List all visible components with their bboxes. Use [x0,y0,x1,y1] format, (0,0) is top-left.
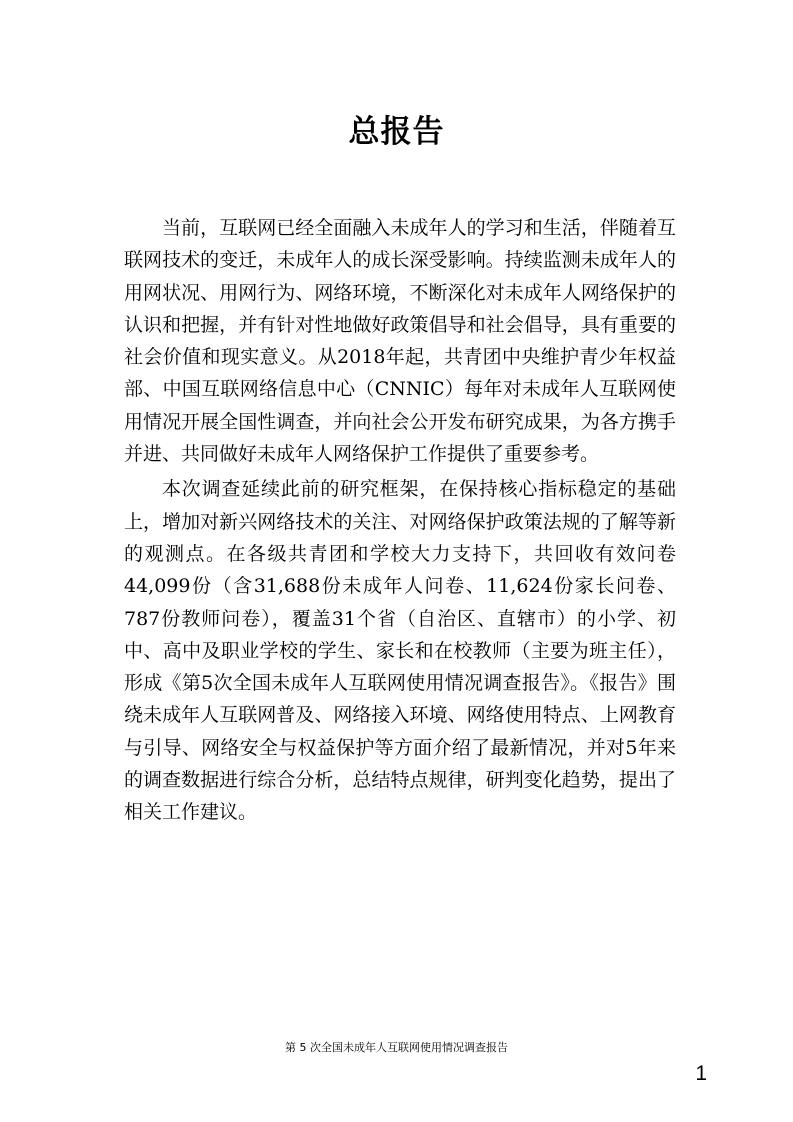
body-text [124,212,676,832]
page-footer: 第 5 次全国未成年人互联网使用情况调查报告 [285,1041,508,1054]
paragraph-intro: 当前，互联网已经全面融入未成年人的学习和生活，伴随着互联网技术的变迁，未成年人的成长深受影响。持续监测未成年人的用网状况、用网行为、网络环境，不断深化对未成年人网络保护的认识和把握，并有针对性地做好政策倡导和社会倡导，具有重要的社会价值和现实意义。从2018年起，共青团中央维护青少年权益部、中国互联网络信息中心（CNNIC）每年对未成年人互联网使用情况开展全国性调查，并向社会公开发布研究成果，为各方携手并进、共同做好未成年人网络保护工作提供了重要参考。 [124,217,676,466]
page-number: 1 [695,1062,707,1085]
page-title: 总报告 [348,114,445,150]
paragraph-survey: 本次调查延续此前的研究框架，在保持核心指标稳定的基础上，增加对新兴网络技术的关注、对网络保护政策法规的了解等新的观测点。在各级共青团和学校大力支持下，共回收有效问卷44,099份（含31,688份未成年人问卷、11,624份家长问卷、787份教师问卷），覆盖31个省（自治区、直辖市）的小学、初中、高中及职业学校的学生、家长和在校教师（主要为班主任），形成《第5次全国未成年人互联网使用情况调查报告》。《报告》围绕未成年人互联网普及、网络接入环境、网络使用特点、上网教育与引导、网络安全与权益保护等方面介绍了最新情况，并对5年来的调查数据进行综合分析，总结特点规律，研判变化趋势，提出了相关工作建议。 [124,478,676,824]
